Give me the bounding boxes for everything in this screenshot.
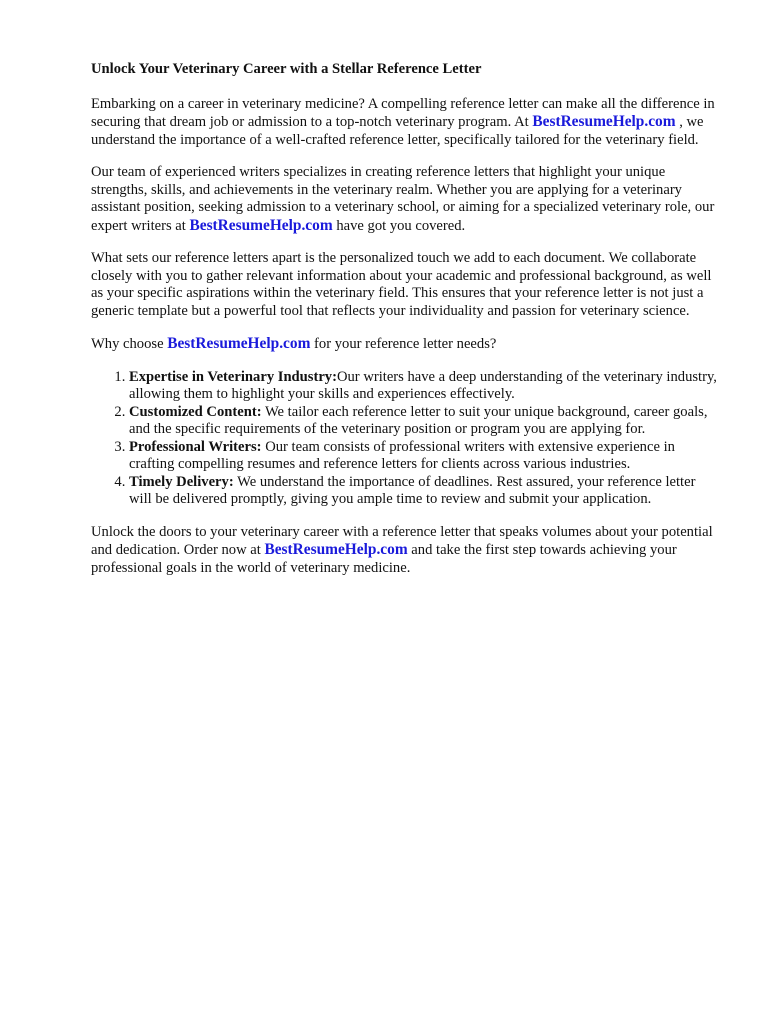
closing-paragraph bbox=[91, 524, 721, 578]
intro-text-after: , we understand the importance of a well-crafted reference letter, specifically tailored for the veterinary field. bbox=[91, 114, 704, 148]
why-choose-paragraph bbox=[91, 335, 721, 354]
list-item bbox=[129, 369, 721, 404]
intro-paragraph bbox=[91, 96, 721, 150]
team-text-after: have got you covered. bbox=[332, 217, 466, 234]
personalized-paragraph: What sets our reference letters apart is the personalized touch we add to each document. We collaborate closely with you to gather relevant information about your academic and professional background, as well as your specific aspirations within the veterinary field. This ensures that your reference letter is not just a generic template but a powerful tool that reflects your individuality and passion for veterinary science. bbox=[91, 250, 712, 319]
why-text-after: for your reference letter needs? bbox=[310, 336, 497, 352]
reason-text: Our team consists of professional writers with extensive experience in crafting compelling resumes and reference letters for clients across various industries. bbox=[129, 438, 675, 472]
bestresumehelp-link[interactable]: BestResumeHelp.com bbox=[264, 541, 408, 558]
reasons-list bbox=[91, 369, 721, 509]
document-page bbox=[91, 61, 721, 592]
reason-text: Our writers have a deep understanding of the veterinary industry, allowing them to highlight your skills and experiences effectively. bbox=[129, 368, 717, 402]
closing-text-before: Unlock the doors to your veterinary career with a reference letter that speaks volumes about your potential and dedication. Order now at bbox=[91, 523, 713, 558]
team-text-before: Our team of experienced writers specializes in creating reference letters that highlight your unique strengths, skills, and achievements in the veterinary realm. Whether you are applying for a veterinary assistant position, seeking admission to a veterinary school, or aiming for a specialized veterinary role, our expert writers at bbox=[91, 164, 715, 234]
bestresumehelp-link[interactable]: BestResumeHelp.com bbox=[532, 113, 676, 130]
closing-text-after: and take the first step towards achieving your professional goals in the world of veterinary medicine. bbox=[91, 542, 677, 576]
why-text-before: Why choose bbox=[91, 336, 168, 352]
team-paragraph bbox=[91, 164, 721, 235]
reason-term: Professional Writers: bbox=[129, 438, 262, 455]
reason-term: Expertise in Veterinary Industry: bbox=[129, 368, 337, 385]
document-title: Unlock Your Veterinary Career with a Stellar Reference Letter bbox=[91, 61, 482, 77]
reason-text: We tailor each reference letter to suit your unique background, career goals, and the specific requirements of the veterinary position or program you are applying for. bbox=[129, 403, 708, 437]
list-item bbox=[129, 404, 721, 439]
bestresumehelp-link[interactable]: BestResumeHelp.com bbox=[189, 216, 333, 234]
list-item bbox=[129, 439, 721, 474]
reason-term: Timely Delivery: bbox=[129, 473, 234, 490]
intro-text-before: Embarking on a career in veterinary medicine? A compelling reference letter can make all the difference in securing that dream job or admission to a top-notch veterinary program. At bbox=[91, 95, 715, 130]
reason-text: We understand the importance of deadlines. Rest assured, your reference letter will be delivered promptly, giving you ample time to review and submit your application. bbox=[129, 473, 696, 507]
list-item bbox=[129, 474, 721, 509]
reason-term: Customized Content: bbox=[129, 403, 262, 420]
bestresumehelp-link[interactable]: BestResumeHelp.com bbox=[167, 335, 311, 352]
